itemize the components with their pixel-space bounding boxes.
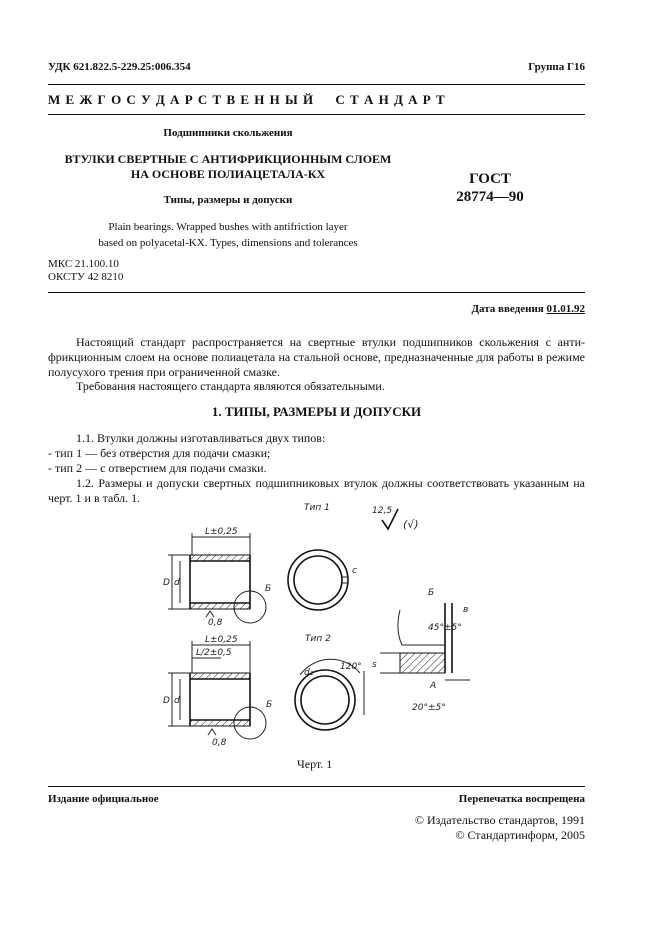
angle-45: 45°±5° [428,623,462,633]
roughness-08-1: 0,8 [208,618,223,628]
roughness-paren: (√) [403,518,419,531]
dim-D-1: D [163,578,170,588]
detail-B-title: Б [428,588,435,598]
footer-rule [48,786,585,787]
udk-code: УДК 621.822.5-229.25:006.354 [48,61,191,73]
dim-d-2: d [174,696,180,706]
paragraph-mandatory: Требования настоящего стандарта являются обязательными. [76,379,385,393]
angle-120: 120° [340,662,362,672]
roughness-value: 12,5 [372,506,393,516]
detail-B-1: Б [265,584,272,594]
section-heading: 1. ТИПЫ, РАЗМЕРЫ И ДОПУСКИ [211,404,422,419]
type-2-ring [295,659,364,730]
clause-1-1: 1.1. Втулки должны изготавливаться двух типов: [76,431,326,445]
type-2-label: Тип 2 [305,634,331,644]
title-rule [48,292,585,293]
reprint-notice: Перепечатка воспрещена [458,793,585,805]
dim-v: в [463,605,469,615]
figure-caption: Черт. 1 [297,757,333,771]
paragraph-scope: Настоящий стандарт распространяется на свертные втулки подшипников скольжения с анти-фрикционным слоем на основе полиацетала на стальной основе, предназначенные для работы в режиме полусухого трения при ограниченной смазке. [48,335,585,379]
roughness-08-2: 0,8 [212,738,227,748]
type-1-item: - тип 1 — без отверстия для подачи смазки; [48,446,271,460]
english-title-line-2: based on polyacetal-KX. Types, dimensions and tolerances [98,237,358,249]
subtitle: Типы, размеры и допуски [163,194,293,206]
classification-codes [48,258,123,284]
type-1-section [163,527,271,628]
drawing-figure [0,495,661,775]
title-line-2: НА ОСНОВЕ ПОЛИАЦЕТАЛА-КХ [130,167,326,181]
copyright-2: © Стандартинформ, 2005 [455,828,585,842]
copyright-1: © Издательство стандартов, 1991 [414,813,585,827]
category: Подшипники скольжения [163,127,293,139]
official-edition: Издание официальное [48,793,159,805]
type-1-ring [288,550,357,610]
english-title [48,219,408,251]
interstate-standard-heading: М Е Ж Г О С У Д А Р С Т В Е Н Н Ы Й С Т А Н Д А Р Т [48,92,446,107]
dim-D-2: D [163,696,170,706]
intro-date-label: Дата введения [471,303,544,315]
gost-label: ГОСТ [469,171,511,187]
detail-B-2: Б [266,700,273,710]
intro-date [471,303,585,315]
type-2-section [163,635,272,748]
gost-block [430,170,550,206]
angle-20: 20°±5° [412,703,446,713]
dim-L-2: L±0,25 [205,635,238,645]
dim-d1: d₁ [304,668,314,678]
dim-L2: L/2±0,5 [196,648,232,658]
header-rule [48,84,585,85]
title-line-1: ВТУЛКИ СВЕРТНЫЕ С АНТИФРИКЦИОННЫМ СЛОЕМ [64,152,392,166]
detail-B-view [372,588,470,713]
intro-date-value: 01.01.92 [546,303,585,315]
copyright-block [415,813,585,843]
dim-s: s [372,660,377,670]
dim-c: c [352,566,357,576]
okstu-code: ОКСТУ 42 8210 [48,271,124,283]
type-2-item: - тип 2 — с отверстием для подачи смазки. [48,461,267,475]
header-rule-2 [48,114,585,115]
clause-1-2: 1.2. Размеры и допуски свертных подшипниковых втулок должны соответствовать указанным на черт. 1 и в табл. 1. [48,476,585,505]
group-code: Группа Г16 [528,61,585,73]
dim-A: A [430,681,437,691]
gost-number: 28774—90 [456,189,524,205]
mks-code: МКС 21.100.10 [48,258,119,270]
document-title [48,152,408,182]
type-1-label: Тип 1 [304,503,330,513]
dim-L-1: L±0,25 [205,527,238,537]
roughness-sign [372,506,419,531]
english-title-line-1: Plain bearings. Wrapped bushes with antifriction layer [108,221,348,233]
dim-d-1: d [174,578,180,588]
